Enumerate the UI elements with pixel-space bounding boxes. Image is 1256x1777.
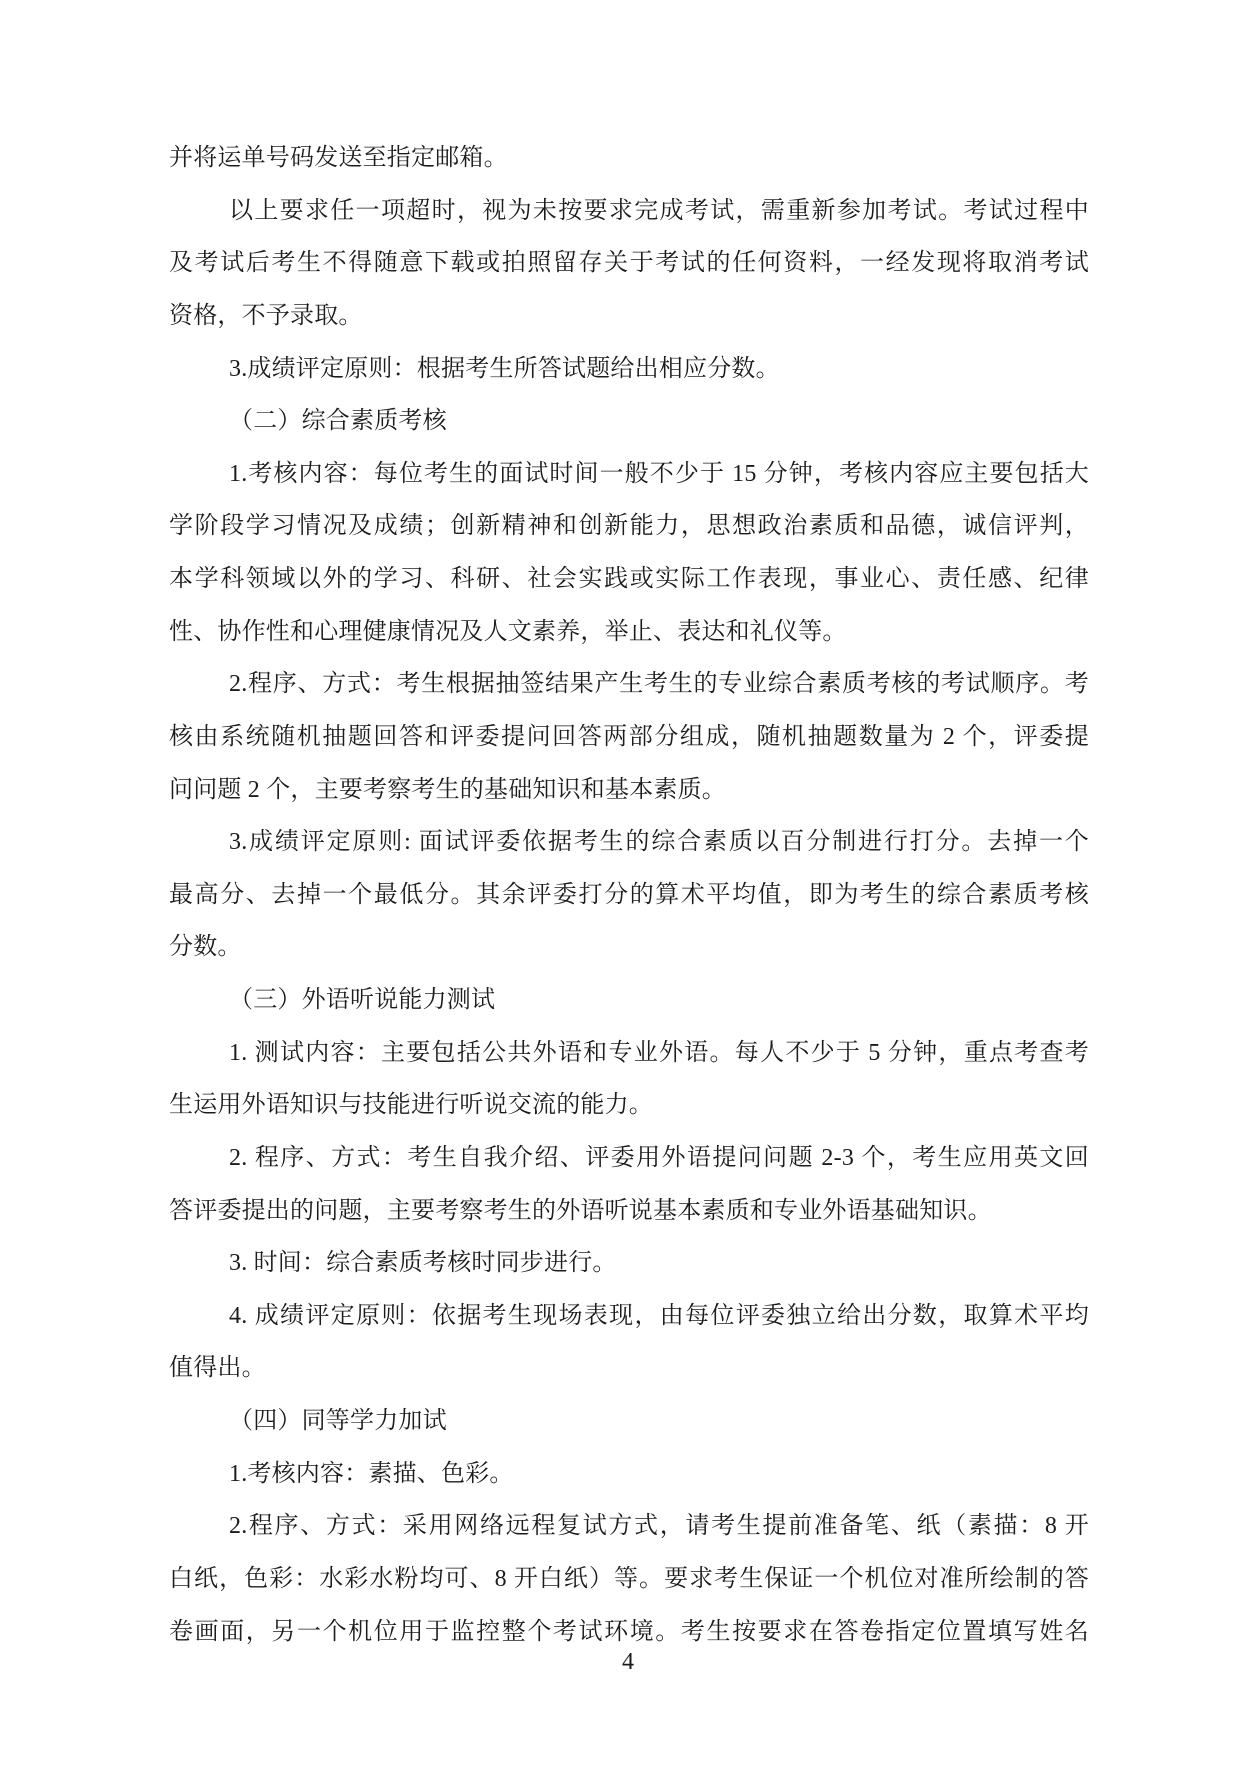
text-line: 学阶段学习情况及成绩；创新精神和创新能力，思想政治素质和品德，诚信评判，	[169, 513, 1089, 540]
text-line: 3.成绩评定原则: 面试评委依据考生的综合素质以百分制进行打分。去掉一个	[229, 829, 1089, 856]
text-line: 白纸，色彩：水彩水粉均可、8 开白纸）等。要求考生保证一个机位对准所绘制的答	[169, 1565, 1089, 1592]
text-line: 3.成绩评定原则：根据考生所答试题给出相应分数。	[229, 355, 780, 382]
text-line: 2.程序、方式：考生根据抽签结果产生考生的专业综合素质考核的考试顺序。考	[229, 671, 1089, 698]
section-heading: （三）外语听说能力测试	[229, 987, 496, 1013]
text-line: 卷画面，另一个机位用于监控整个考试环境。考生按要求在答卷指定位置填写姓名	[169, 1618, 1089, 1645]
text-line: 1.考核内容：素描、色彩。	[229, 1460, 514, 1487]
text-line: 性、协作性和心理健康情况及人文素养，举止、表达和礼仪等。	[169, 618, 847, 645]
text-line: 3. 时间：综合素质考核时同步进行。	[229, 1250, 617, 1277]
text-line: 答评委提出的问题，主要考察考生的外语听说基本素质和专业外语基础知识。	[169, 1197, 992, 1224]
document-body	[169, 132, 1089, 1658]
text-line: 及考试后考生不得随意下载或拍照留存关于考试的任何资料，一经发现将取消考试	[169, 250, 1089, 277]
text-line: 以上要求任一项超时，视为未按要求完成考试，需重新参加考试。考试过程中	[229, 197, 1089, 224]
text-line: 核由系统随机抽题回答和评委提问回答两部分组成，随机抽题数量为 2 个，评委提	[169, 723, 1089, 750]
text-line: 分数。	[169, 934, 242, 961]
text-line: 1. 测试内容：主要包括公共外语和专业外语。每人不少于 5 分钟，重点考查考	[229, 1039, 1089, 1066]
text-line: 2.程序、方式：采用网络远程复试方式，请考生提前准备笔、纸（素描：8 开	[229, 1513, 1089, 1540]
section-heading: （二）综合素质考核	[229, 408, 447, 435]
text-line: 并将运单号码发送至指定邮箱。	[169, 145, 508, 171]
text-line: 2. 程序、方式：考生自我介绍、评委用外语提问问题 2-3 个，考生应用英文回	[229, 1144, 1089, 1171]
text-line: 生运用外语知识与技能进行听说交流的能力。	[169, 1092, 653, 1119]
text-line: 资格，不予录取。	[169, 302, 363, 329]
text-line: 问问题 2 个，主要考察考生的基础知识和基本素质。	[169, 776, 726, 803]
text-line: 值得出。	[169, 1355, 266, 1382]
text-line: 本学科领域以外的学习、科研、社会实践或实际工作表现，事业心、责任感、纪律	[169, 566, 1089, 592]
section-heading: （四）同等学力加试	[229, 1408, 447, 1434]
text-line: 4. 成绩评定原则：依据考生现场表现，由每位评委独立给出分数，取算术平均	[229, 1302, 1089, 1329]
page-number: 4	[622, 1649, 634, 1675]
text-line: 最高分、去掉一个最低分。其余评委打分的算术平均值，即为考生的综合素质考核	[169, 881, 1089, 908]
text-line: 1.考核内容：每位考生的面试时间一般不少于 15 分钟，考核内容应主要包括大	[229, 460, 1089, 487]
